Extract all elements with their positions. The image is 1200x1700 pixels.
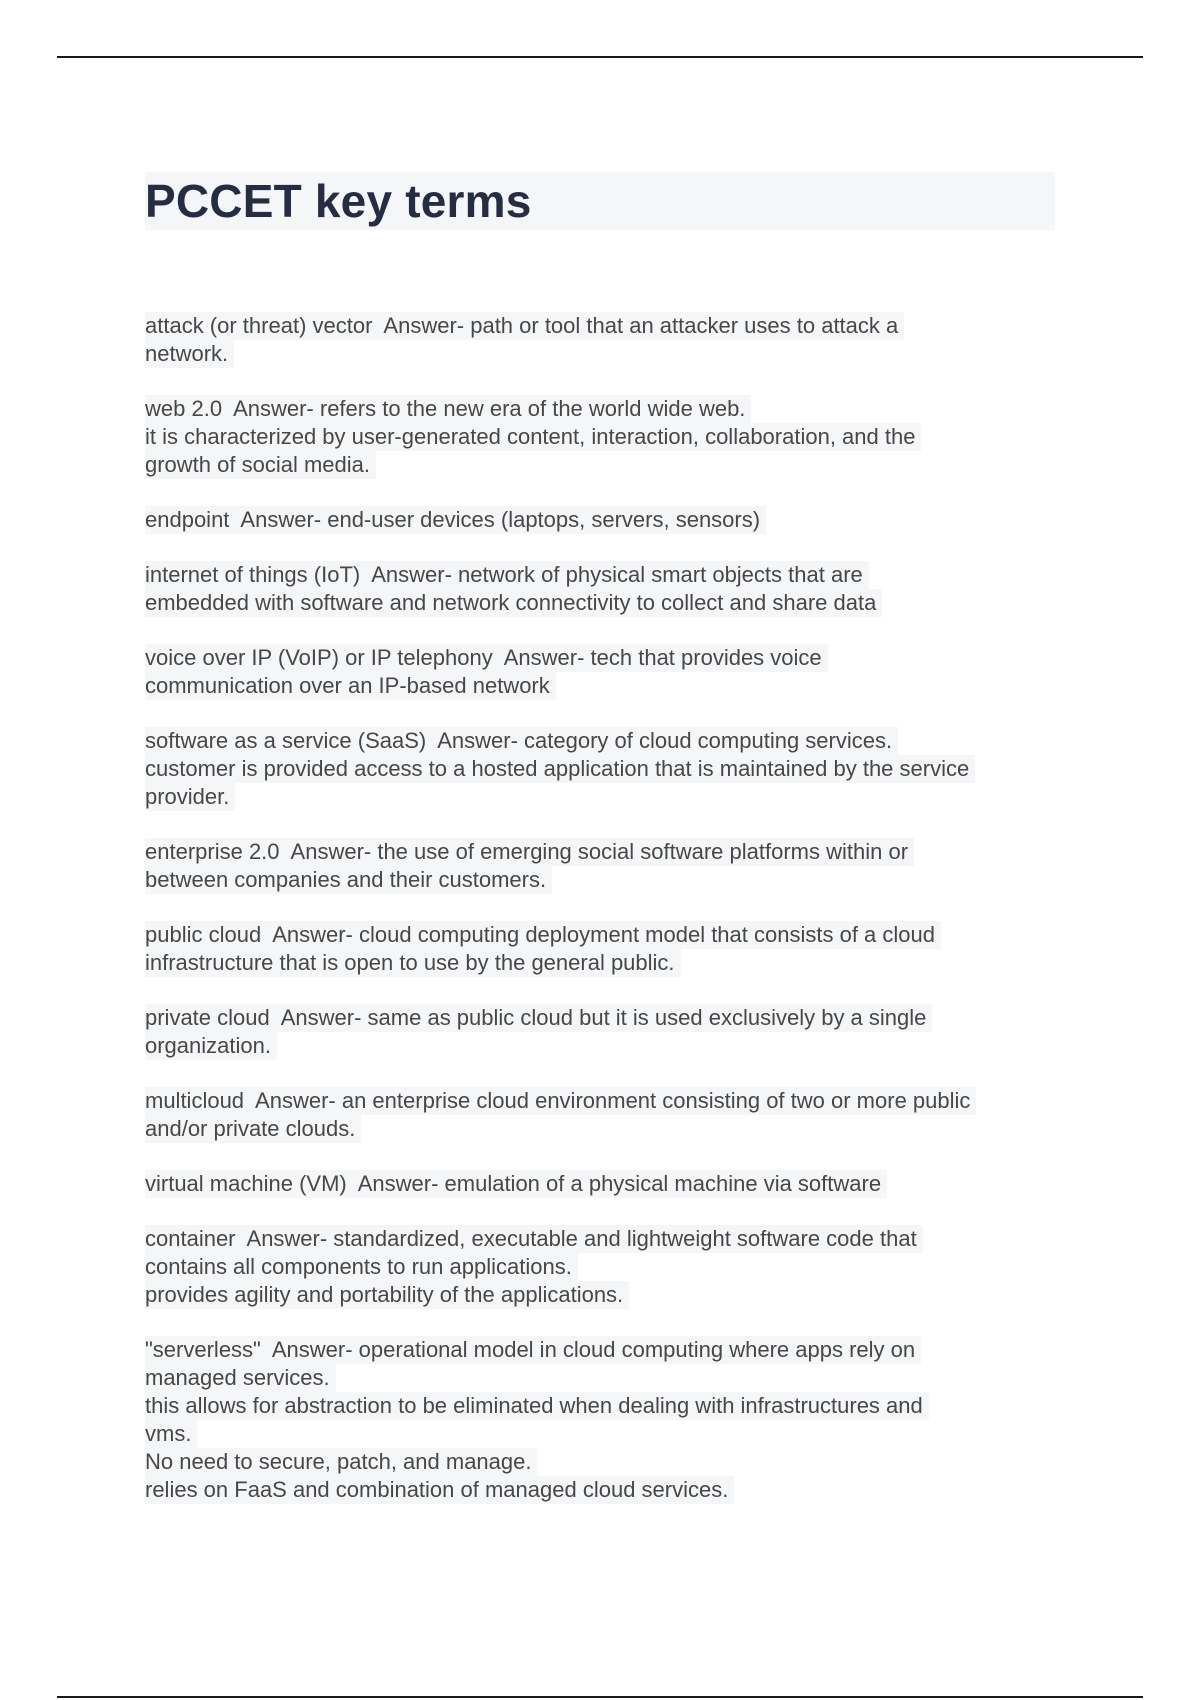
term-text-line: voice over IP (VoIP) or IP telephony Answer- tech that provides voice (145, 644, 828, 672)
page-title: PCCET key terms (145, 175, 532, 227)
term-entry (145, 395, 1065, 479)
term-text-line: "serverless" Answer- operational model in cloud computing where apps rely on (145, 1336, 921, 1364)
term-entry (145, 506, 1065, 534)
term-text-line: customer is provided access to a hosted application that is maintained by the service (145, 755, 975, 783)
term-entry (145, 727, 1065, 811)
term-text-line: relies on FaaS and combination of managed cloud services. (145, 1476, 734, 1504)
term-entry (145, 561, 1065, 617)
term-text-line: infrastructure that is open to use by the general public. (145, 949, 681, 977)
top-rule (57, 56, 1143, 58)
term-text-line: organization. (145, 1032, 277, 1060)
term-entry (145, 1170, 1065, 1198)
term-text-line: No need to secure, patch, and manage. (145, 1448, 537, 1476)
term-text-line: managed services. (145, 1364, 336, 1392)
term-entry (145, 1087, 1065, 1143)
term-text-line: contains all components to run applications. (145, 1253, 578, 1281)
terms-list (145, 312, 1065, 1531)
term-entry (145, 1336, 1065, 1504)
term-text-line: provider. (145, 783, 235, 811)
term-text-line: virtual machine (VM) Answer- emulation of a physical machine via software (145, 1170, 887, 1198)
term-text-line: it is characterized by user-generated content, interaction, collaboration, and the (145, 423, 921, 451)
term-text-line: communication over an IP-based network (145, 672, 556, 700)
term-text-line: this allows for abstraction to be eliminated when dealing with infrastructures and (145, 1392, 929, 1420)
bottom-rule (57, 1696, 1143, 1698)
term-text-line: public cloud Answer- cloud computing deployment model that consists of a cloud (145, 921, 941, 949)
term-text-line: and/or private clouds. (145, 1115, 361, 1143)
term-text-line: enterprise 2.0 Answer- the use of emerging social software platforms within or (145, 838, 914, 866)
term-text-line: between companies and their customers. (145, 866, 552, 894)
term-entry (145, 1225, 1065, 1309)
term-text-line: attack (or threat) vector Answer- path or tool that an attacker uses to attack a (145, 312, 904, 340)
term-entry (145, 312, 1065, 368)
term-entry (145, 921, 1065, 977)
term-text-line: software as a service (SaaS) Answer- category of cloud computing services. (145, 727, 898, 755)
term-text-line: multicloud Answer- an enterprise cloud environment consisting of two or more public (145, 1087, 976, 1115)
term-text-line: private cloud Answer- same as public cloud but it is used exclusively by a single (145, 1004, 932, 1032)
term-entry (145, 1004, 1065, 1060)
term-text-line: internet of things (IoT) Answer- network of physical smart objects that are (145, 561, 869, 589)
term-entry (145, 838, 1065, 894)
term-text-line: provides agility and portability of the applications. (145, 1281, 629, 1309)
term-text-line: container Answer- standardized, executable and lightweight software code that (145, 1225, 923, 1253)
term-text-line: embedded with software and network connectivity to collect and share data (145, 589, 882, 617)
title-block (145, 172, 1055, 230)
term-text-line: endpoint Answer- end-user devices (laptops, servers, sensors) (145, 506, 766, 534)
term-text-line: growth of social media. (145, 451, 376, 479)
term-text-line: vms. (145, 1420, 197, 1448)
term-text-line: web 2.0 Answer- refers to the new era of the world wide web. (145, 395, 751, 423)
term-entry (145, 644, 1065, 700)
term-text-line: network. (145, 340, 234, 368)
